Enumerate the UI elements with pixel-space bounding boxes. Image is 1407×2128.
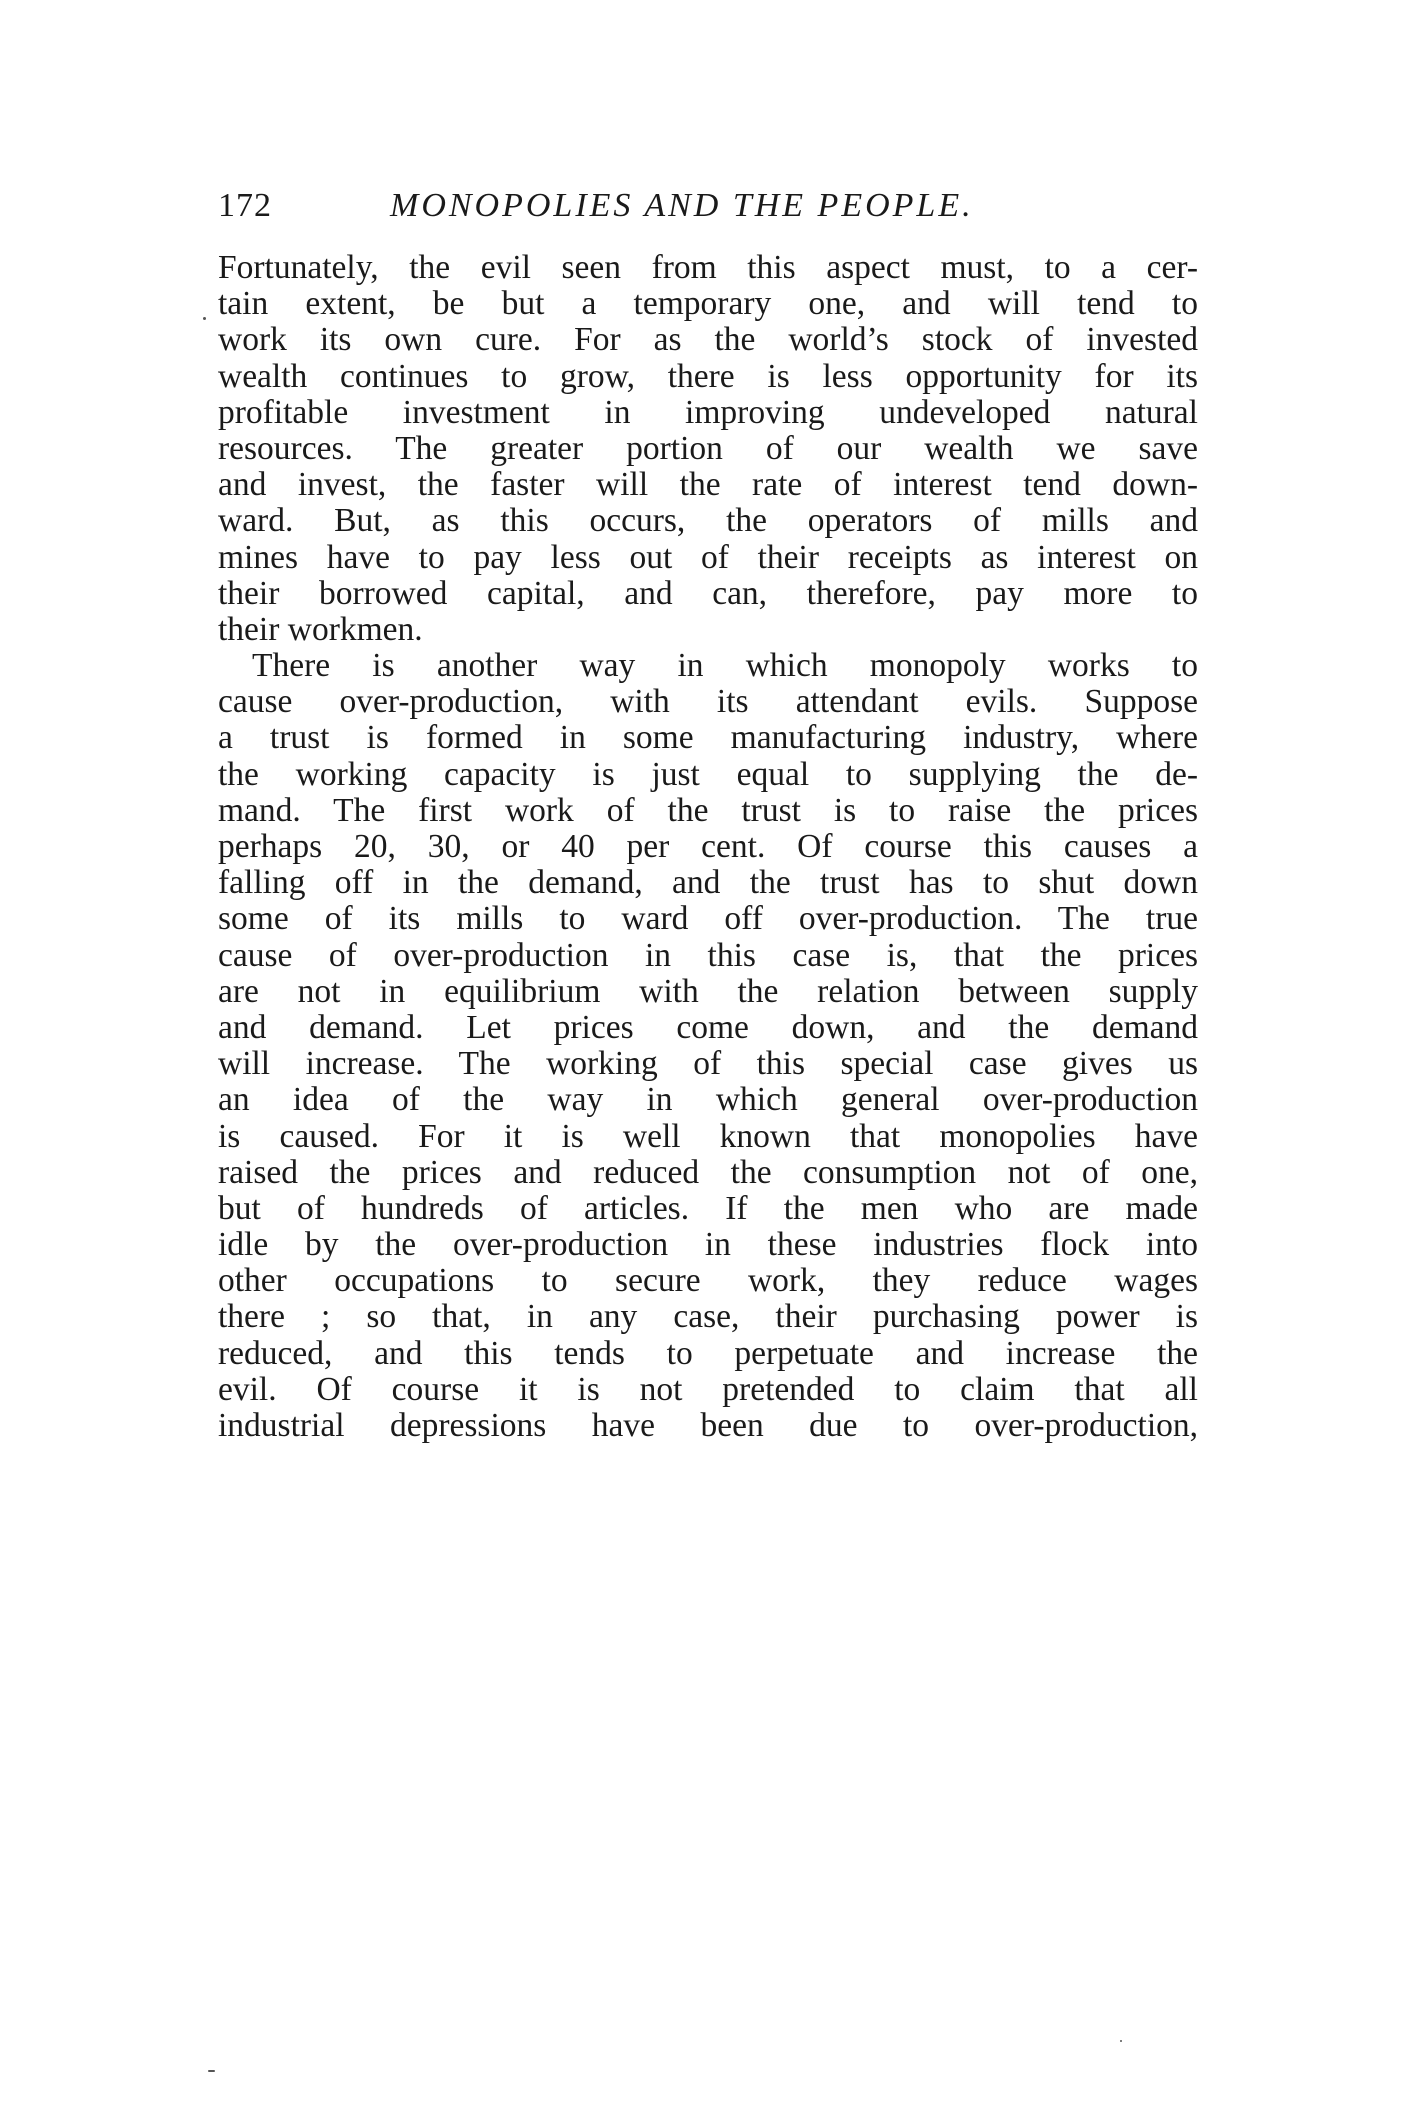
text-line: and demand. Let prices come down, and the demand (218, 1008, 1198, 1046)
text-line: profitable investment in improving undeveloped natural (218, 393, 1198, 431)
text-line: There is another way in which monopoly works to (252, 647, 1198, 685)
text-line: are not in equilibrium with the relation between supply (218, 972, 1198, 1010)
running-title: MONOPOLIES AND THE PEOPLE. (390, 187, 974, 224)
book-page (218, 180, 1198, 1444)
text-line: cause of over-production in this case is, that the prices (218, 936, 1198, 974)
text-line: and invest, the faster will the rate of interest tend down- (218, 466, 1198, 504)
text-line: ward. But, as this occurs, the operators of mills and (218, 502, 1198, 540)
text-line: reduced, and this tends to perpetuate and increase the (218, 1334, 1198, 1372)
text-line: other occupations to secure work, they reduce wages (218, 1262, 1198, 1300)
text-line: an idea of the way in which general over-production (218, 1081, 1198, 1119)
text-line: mand. The first work of the trust is to raise the prices (218, 791, 1198, 829)
text-line: there ; so that, in any case, their purchasing power is (218, 1298, 1198, 1336)
text-line: falling off in the demand, and the trust has to shut down (218, 864, 1198, 902)
text-line: is caused. For it is well known that monopolies have (218, 1117, 1198, 1155)
text-line: work its own cure. For as the world’s stock of invested (218, 321, 1198, 359)
text-line: their workmen. (218, 610, 423, 648)
scan-speck (1120, 2040, 1122, 2042)
running-head (218, 180, 1198, 232)
body-text (218, 250, 1198, 1444)
text-line: will increase. The working of this special case gives us (218, 1045, 1198, 1083)
text-line: idle by the over-production in these industries flock into (218, 1226, 1198, 1264)
page-number: 172 (218, 187, 272, 224)
text-line: cause over-production, with its attendant evils. Suppose (218, 683, 1198, 721)
text-line: industrial depressions have been due to over-production, (218, 1407, 1198, 1444)
text-line: some of its mills to ward off over-production. The true (218, 900, 1198, 938)
paragraph-2 (218, 648, 1198, 1444)
text-line: resources. The greater portion of our wealth we save (218, 429, 1198, 467)
text-line: mines have to pay less out of their receipts as interest on (218, 538, 1198, 576)
text-line: a trust is formed in some manufacturing industry, where (218, 719, 1198, 757)
text-line: evil. Of course it is not pretended to claim that all (218, 1370, 1198, 1408)
text-line: the working capacity is just equal to supplying the de- (218, 755, 1198, 793)
text-line: perhaps 20, 30, or 40 per cent. Of course this causes a (218, 828, 1198, 865)
text-line: Fortunately, the evil seen from this aspect must, to a cer- (218, 249, 1198, 286)
text-line: raised the prices and reduced the consumption not of one, (218, 1153, 1198, 1191)
scan-speck (208, 2070, 215, 2072)
text-line: but of hundreds of articles. If the men who are made (218, 1189, 1198, 1227)
text-line: wealth continues to grow, there is less opportunity for its (218, 357, 1198, 395)
text-line: tain extent, be but a temporary one, and will tend to (218, 285, 1198, 323)
text-line: their borrowed capital, and can, therefore, pay more to (218, 574, 1198, 612)
scan-speck (203, 317, 206, 320)
paragraph-1 (218, 250, 1198, 648)
